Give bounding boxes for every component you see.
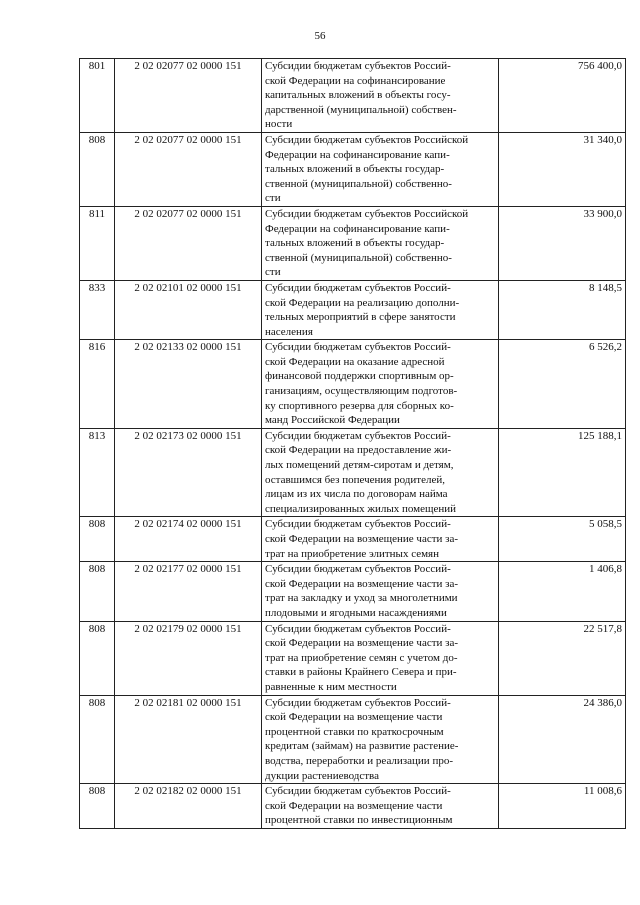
table-row <box>80 59 626 133</box>
revenue-name-line: Субсидии бюджетам субъектов Россий- <box>265 60 451 72</box>
revenue-name-line: Субсидии бюджетам субъектов Российской <box>265 207 469 220</box>
revenue-name-line: тальных вложений в объекты государ- <box>265 163 445 176</box>
admin-code-cell: 808 <box>80 517 115 562</box>
revenue-name-cell <box>262 621 499 695</box>
amount-cell: 31 340,0 <box>499 132 626 206</box>
table-row <box>80 132 626 206</box>
admin-code-cell: 813 <box>80 428 115 517</box>
revenue-name-line: ской Федерации на оказание адресной <box>265 355 445 368</box>
amount-cell: 8 148,5 <box>499 280 626 339</box>
revenue-name-cell <box>262 517 499 562</box>
amount-cell: 11 008,6 <box>499 784 626 829</box>
revenue-name-line: ской Федерации на возмещение части <box>265 711 443 724</box>
revenue-name-line: сти <box>265 192 281 205</box>
budget-classification-code-cell: 2 02 02077 02 0000 151 <box>115 59 262 133</box>
revenue-name-cell <box>262 562 499 621</box>
revenue-name-line: ской Федерации на предоставление жи- <box>265 444 452 457</box>
revenue-name-line: Федерации на софинансирование капи- <box>265 222 450 235</box>
admin-code-cell: 801 <box>80 59 115 133</box>
budget-classification-code-cell: 2 02 02101 02 0000 151 <box>115 280 262 339</box>
revenue-name-cell <box>262 695 499 784</box>
amount-cell: 6 526,2 <box>499 340 626 429</box>
revenue-name-line: ской Федерации на софинансирование <box>265 74 446 87</box>
revenue-name-line: водства, переработки и реализации про- <box>265 754 453 767</box>
admin-code-cell: 811 <box>80 206 115 280</box>
budget-classification-code-cell: 2 02 02077 02 0000 151 <box>115 132 262 206</box>
revenue-name-line: ганизациям, осуществляющим подготов- <box>265 385 458 398</box>
table-body <box>80 59 626 829</box>
table-row <box>80 695 626 784</box>
amount-cell: 125 188,1 <box>499 428 626 517</box>
admin-code-cell: 833 <box>80 280 115 339</box>
revenue-name-line: манд Российской Федерации <box>265 414 400 427</box>
amount-cell: 33 900,0 <box>499 206 626 280</box>
revenue-name-line: Федерации на софинансирование капи- <box>265 148 450 161</box>
table-row <box>80 428 626 517</box>
table-row <box>80 784 626 829</box>
revenue-name-line: лых помещений детям-сиротам и детям, <box>265 459 454 472</box>
table-row <box>80 621 626 695</box>
revenue-name-line: плодовыми и ягодными насаждениями <box>265 606 447 619</box>
budget-classification-code-cell: 2 02 02133 02 0000 151 <box>115 340 262 429</box>
revenue-name-line: Субсидии бюджетам субъектов Россий- <box>265 622 451 635</box>
revenue-name-line: ской Федерации на возмещение части за- <box>265 533 459 545</box>
revenue-name-line: ской Федерации на возмещение части за- <box>265 637 459 650</box>
revenue-name-line: ской Федерации на возмещение части за- <box>265 577 459 590</box>
budget-classification-code-cell: 2 02 02173 02 0000 151 <box>115 428 262 517</box>
revenue-name-cell <box>262 428 499 517</box>
amount-cell: 22 517,8 <box>499 621 626 695</box>
revenue-name-line: Субсидии бюджетам субъектов Россий- <box>265 429 451 442</box>
revenue-name-line: финансовой поддержки спортивным ор- <box>265 370 454 383</box>
revenue-name-line: трат на приобретение элитных семян <box>265 547 440 560</box>
revenue-name-line: ской Федерации на реализацию дополни- <box>265 296 460 309</box>
revenue-name-line: Субсидии бюджетам субъектов Россий- <box>265 563 451 576</box>
budget-classification-code-cell: 2 02 02182 02 0000 151 <box>115 784 262 829</box>
revenue-name-cell <box>262 340 499 429</box>
budget-classification-code-cell: 2 02 02077 02 0000 151 <box>115 206 262 280</box>
admin-code-cell: 808 <box>80 784 115 829</box>
amount-cell: 24 386,0 <box>499 695 626 784</box>
budget-revenue-table <box>79 58 626 829</box>
revenue-name-line: ности <box>265 118 293 131</box>
table-row <box>80 280 626 339</box>
revenue-name-line: лицам из их числа по договорам найма <box>265 488 448 501</box>
revenue-name-line: сти <box>265 266 281 279</box>
table-row <box>80 206 626 280</box>
revenue-name-line: Субсидии бюджетам субъектов Россий- <box>265 341 451 354</box>
revenue-name-line: процентной ставки по краткосрочным <box>265 725 444 738</box>
revenue-name-line: Субсидии бюджетам субъектов Россий- <box>265 785 451 798</box>
revenue-name-line: дарственной (муниципальной) собствен- <box>265 103 457 116</box>
revenue-name-line: Субсидии бюджетам субъектов Россий- <box>265 696 451 709</box>
revenue-name-line: тельных мероприятий в сфере занятости <box>265 311 456 324</box>
revenue-name-line: ственной (муниципальной) собственно- <box>265 177 452 190</box>
revenue-name-cell <box>262 784 499 829</box>
amount-cell: 756 400,0 <box>499 59 626 133</box>
revenue-name-line: трат на приобретение семян с учетом до- <box>265 651 458 664</box>
revenue-name-cell <box>262 280 499 339</box>
revenue-name-line: ственной (муниципальной) собственно- <box>265 251 452 264</box>
revenue-name-cell <box>262 132 499 206</box>
admin-code-cell: 808 <box>80 621 115 695</box>
revenue-name-cell <box>262 59 499 133</box>
table-row <box>80 517 626 562</box>
revenue-name-line: Субсидии бюджетам субъектов Россий- <box>265 518 451 531</box>
admin-code-cell: 808 <box>80 132 115 206</box>
revenue-name-line: дукции растениеводства <box>265 769 379 782</box>
admin-code-cell: 808 <box>80 562 115 621</box>
budget-classification-code-cell: 2 02 02181 02 0000 151 <box>115 695 262 784</box>
revenue-name-line: оставшимся без попечения родителей, <box>265 473 445 486</box>
revenue-name-line: Субсидии бюджетам субъектов Россий- <box>265 281 451 294</box>
revenue-name-line: ку спортивного резерва для сборных ко- <box>265 399 454 412</box>
revenue-name-line: капитальных вложений в объекты госу- <box>265 89 451 102</box>
admin-code-cell: 816 <box>80 340 115 429</box>
revenue-name-line: равненные к ним местности <box>265 680 397 693</box>
revenue-name-line: кредитам (займам) на развитие растение- <box>265 740 459 753</box>
budget-classification-code-cell: 2 02 02179 02 0000 151 <box>115 621 262 695</box>
revenue-name-line: тальных вложений в объекты государ- <box>265 237 445 250</box>
budget-classification-code-cell: 2 02 02177 02 0000 151 <box>115 562 262 621</box>
page-number: 56 <box>314 30 326 42</box>
revenue-name-line: ставки в районы Крайнего Севера и при- <box>265 666 457 679</box>
revenue-name-line: специализированных жилых помещений <box>265 502 457 515</box>
amount-cell: 1 406,8 <box>499 562 626 621</box>
amount-cell: 5 058,5 <box>499 517 626 562</box>
admin-code-cell: 808 <box>80 695 115 784</box>
budget-classification-code-cell: 2 02 02174 02 0000 151 <box>115 517 262 562</box>
table-row <box>80 340 626 429</box>
revenue-name-line: процентной ставки по инвестиционным <box>265 814 453 827</box>
revenue-name-line: населения <box>265 325 313 338</box>
table-row <box>80 562 626 621</box>
revenue-name-cell <box>262 206 499 280</box>
revenue-name-line: Субсидии бюджетам субъектов Российской <box>265 133 469 146</box>
revenue-name-line: трат на закладку и уход за многолетними <box>265 592 458 605</box>
page-bottom-margin <box>0 840 640 905</box>
revenue-name-line: ской Федерации на возмещение части <box>265 799 443 812</box>
